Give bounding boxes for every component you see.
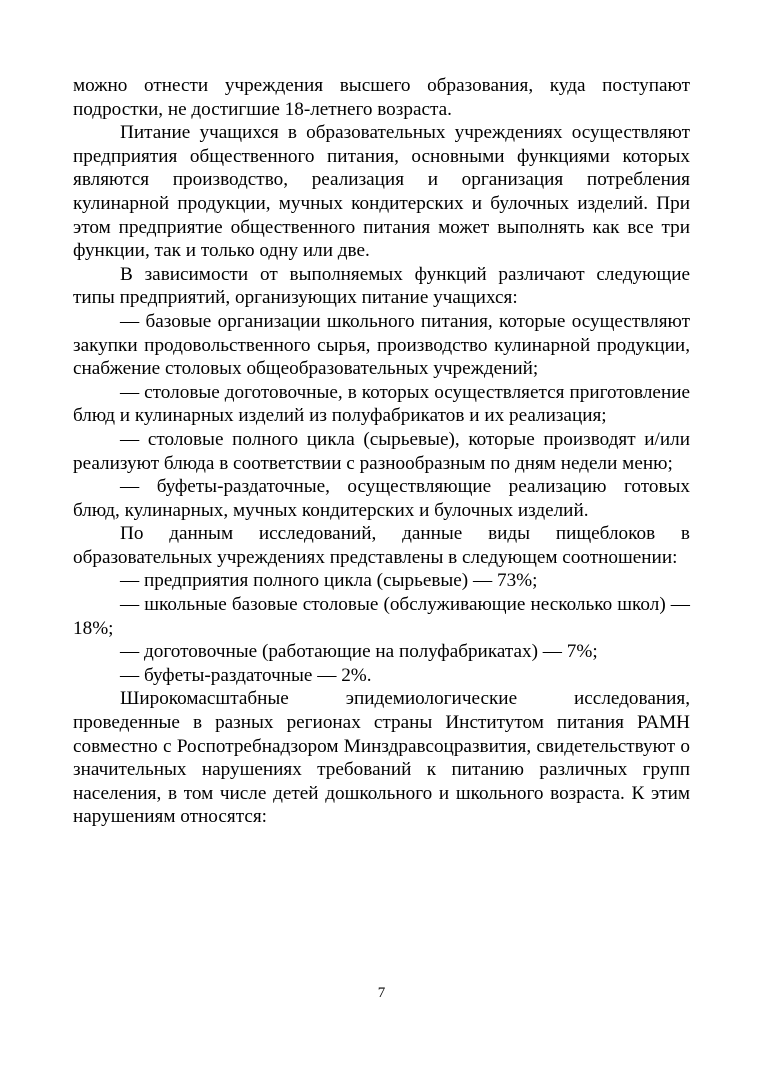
list-item-buffets-share: — буфеты-раздаточные — 2%. — [120, 664, 372, 686]
list-item-school-base-share: — школьные базовые столовые (обслуживающие несколько школ) — 18%; — [73, 594, 690, 639]
list-item-full-cycle-canteens: — столовые полного цикла (сырьевые), которые производят и/или реализуют блюда в соответствии с разнообразным по дням недели меню; — [73, 428, 690, 474]
page-text-body — [73, 74, 690, 829]
paragraph-continuation: можно отнести учреждения высшего образования, куда поступают подростки, не достигшие 18-летнего возраста. — [73, 75, 690, 120]
list-item-finishing-share: — доготовочные (работающие на полуфабрикатах) — 7%; — [120, 641, 598, 663]
list-item-distribution-buffets: — буфеты-раздаточные, осуществляющие реализацию готовых блюд, кулинарных, мучных кондитерских и булочных изделий. — [73, 476, 690, 521]
list-item-full-cycle-share: — предприятия полного цикла (сырьевые) — 73%; — [120, 570, 538, 592]
list-item-base-organizations: — базовые организации школьного питания, которые осуществляют закупки продовольственного сырья, производство кулинарной продукции, снабжение столовых общеобразовательных учреждений; — [73, 310, 690, 380]
paragraph-epidemiological-research: Широкомасштабные эпидемиологические исследования, проведенные в разных регионах страны Институтом питания РАМН совместно с Роспотребнадзором Минздравсоцразвития, свидетельствуют о значительных нарушениях требований к питанию различных групп населения, в том числе детей дошкольного и школьного возраста. К этим нарушениям относятся: — [73, 688, 690, 828]
list-item-finishing-canteens: — столовые доготовочные, в которых осуществляется приготовление блюд и кулинарных изделий из полуфабрикатов и их реализация; — [73, 381, 690, 427]
paragraph-research-ratio-intro: По данным исследований, данные виды пищеблоков в образовательных учреждениях представлены в следующем соотношении: — [73, 523, 690, 568]
paragraph-enterprise-types-intro: В зависимости от выполняемых функций различают следующие типы предприятий, организующих питание учащихся: — [73, 263, 690, 309]
page-number: 7 — [377, 985, 386, 1001]
paragraph-catering-functions: Питание учащихся в образовательных учреждениях осуществляют предприятия общественного питания, основными функциями которых являются производство, реализация и организация потребления кулинарной продукции, мучных кондитерских и булочных изделий. При этом предприятие общественного питания может выполнять как все три функции, так и только одну или две. — [73, 122, 690, 262]
